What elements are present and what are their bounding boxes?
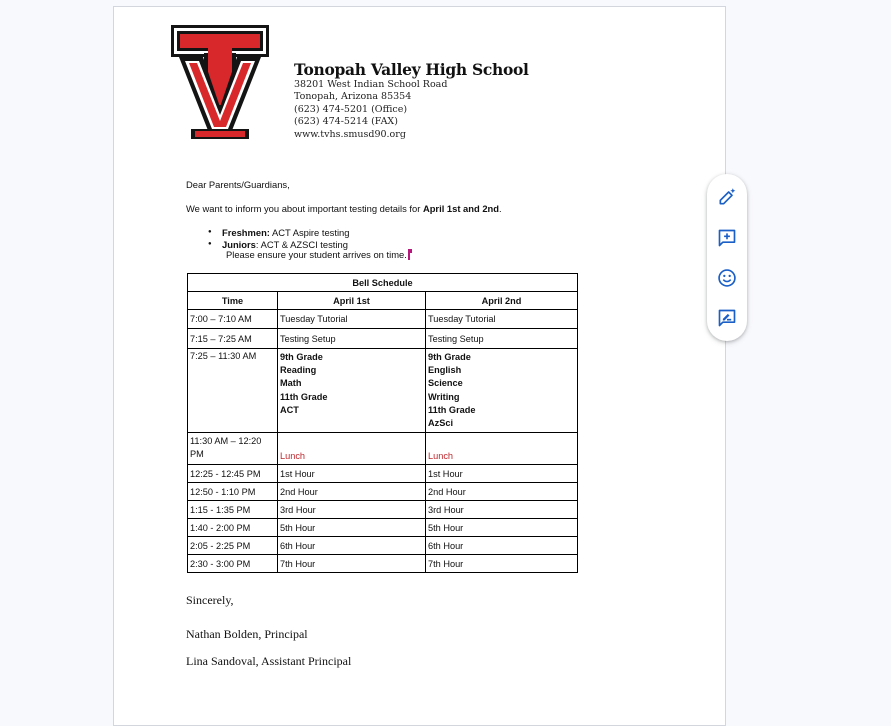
time-cell: 2:30 - 3:00 PM [188,555,278,573]
add-emoji-reaction-button[interactable] [715,266,739,290]
principal-signature: Nathan Bolden, Principal [186,627,308,641]
bell-schedule-table [187,273,578,573]
table-row [188,501,578,519]
list-item-label: Juniors [222,238,256,250]
intro-text: We want to inform you about important testing details for [186,203,423,214]
address-line: Tonopah, Arizona 85354 [294,91,412,103]
edit-sparkle-icon [717,187,737,207]
april-2-cell: Lunch [426,433,578,465]
subject-line: 11th Grade [428,404,476,415]
april-1-cell: 7th Hour [278,555,426,573]
phone-office: (623) 474-5201 (Office) [294,103,408,115]
table-row [188,555,578,573]
column-header: April 2nd [426,292,578,310]
subject-line: Science [428,378,463,389]
help-me-write-button[interactable] [715,185,739,209]
april-2-cell: 3rd Hour [426,501,578,519]
april-2-cell: Testing Setup [426,329,578,349]
table-row [188,483,578,501]
column-header: Time [188,292,278,310]
column-header: April 1st [278,292,426,310]
april-1-cell: 2nd Hour [278,483,426,501]
table-row [188,329,578,349]
list-item [208,227,350,239]
intro-paragraph [186,203,502,214]
april-1-cell: Testing Setup [278,329,426,349]
add-comment-icon [717,228,737,248]
intro-dates: April 1st and 2nd [422,203,499,214]
school-name: Tonopah Valley High School [294,60,529,79]
subject-line: Reading [280,365,317,376]
text-cursor [408,249,410,260]
april-1-cell: 5th Hour [278,519,426,537]
april-1-cell: Tuesday Tutorial [278,310,426,329]
table-title: Bell Schedule [188,274,578,292]
april-2-cell: 2nd Hour [426,483,578,501]
table-row [188,537,578,555]
april-1-cell: 1st Hour [278,465,426,483]
address-line: 38201 West Indian School Road [294,79,448,90]
table-row [188,310,578,329]
time-cell: 12:25 - 12:45 PM [188,465,278,483]
side-action-toolbar [707,174,747,341]
add-comment-button[interactable] [715,226,739,250]
april-2-cell: Tuesday Tutorial [426,310,578,329]
suggest-edits-button[interactable] [715,306,739,330]
april-1-cell: 3rd Hour [278,501,426,519]
time-cell: 2:05 - 2:25 PM [188,537,278,555]
list-item-label: Freshmen: [222,227,270,238]
subject-line: AzSci [428,418,454,429]
subject-line: Math [280,378,302,389]
subject-line: 9th Grade [428,352,471,362]
school-website: www.tvhs.smusd90.org [294,128,406,140]
april-1-cell: Lunch [278,433,426,465]
subject-line: 11th Grade [280,391,328,402]
april-2-cell: 7th Hour [426,555,578,573]
time-cell: 7:00 – 7:10 AM [188,310,278,329]
arrival-note-text: Please ensure your student arrives on time. [226,249,407,260]
suggest-edit-icon [717,308,737,328]
table-row [188,519,578,537]
emoji-icon [717,268,737,288]
greeting: Dear Parents/Guardians, [186,179,290,190]
time-cell: 12:50 - 1:10 PM [188,483,278,501]
table-row [188,433,578,465]
time-cell: 7:25 – 11:30 AM [188,349,278,433]
table-row [188,465,578,483]
time-cell: 11:30 AM – 12:20 PM [188,433,278,465]
april-2-cell: 1st Hour [426,465,578,483]
subject-line: English [428,365,462,376]
time-cell: 1:15 - 1:35 PM [188,501,278,519]
school-logo [171,25,269,139]
sign-off: Sincerely, [186,593,234,607]
phone-fax: (623) 474-5214 (FAX) [294,116,398,128]
school-address [294,79,447,141]
arrival-note[interactable] [226,249,410,260]
april-1-cell: 6th Hour [278,537,426,555]
subject-line: Writing [428,391,460,402]
subject-line: 9th Grade [280,352,323,362]
time-cell: 7:15 – 7:25 AM [188,329,278,349]
testing-list [208,227,350,250]
intro-end: . [499,203,502,214]
list-item-text: : ACT & AZSCI testing [255,238,348,250]
subject-line: ACT [280,404,299,415]
document-page [113,6,726,726]
table-row [188,349,578,433]
time-cell: 1:40 - 2:00 PM [188,519,278,537]
april-2-cell: 6th Hour [426,537,578,555]
april-2-cell [426,349,578,433]
april-1-cell [278,349,426,433]
list-item-text: ACT Aspire testing [269,227,350,238]
april-2-cell: 5th Hour [426,519,578,537]
assistant-principal-signature: Lina Sandoval, Assistant Principal [186,654,352,668]
